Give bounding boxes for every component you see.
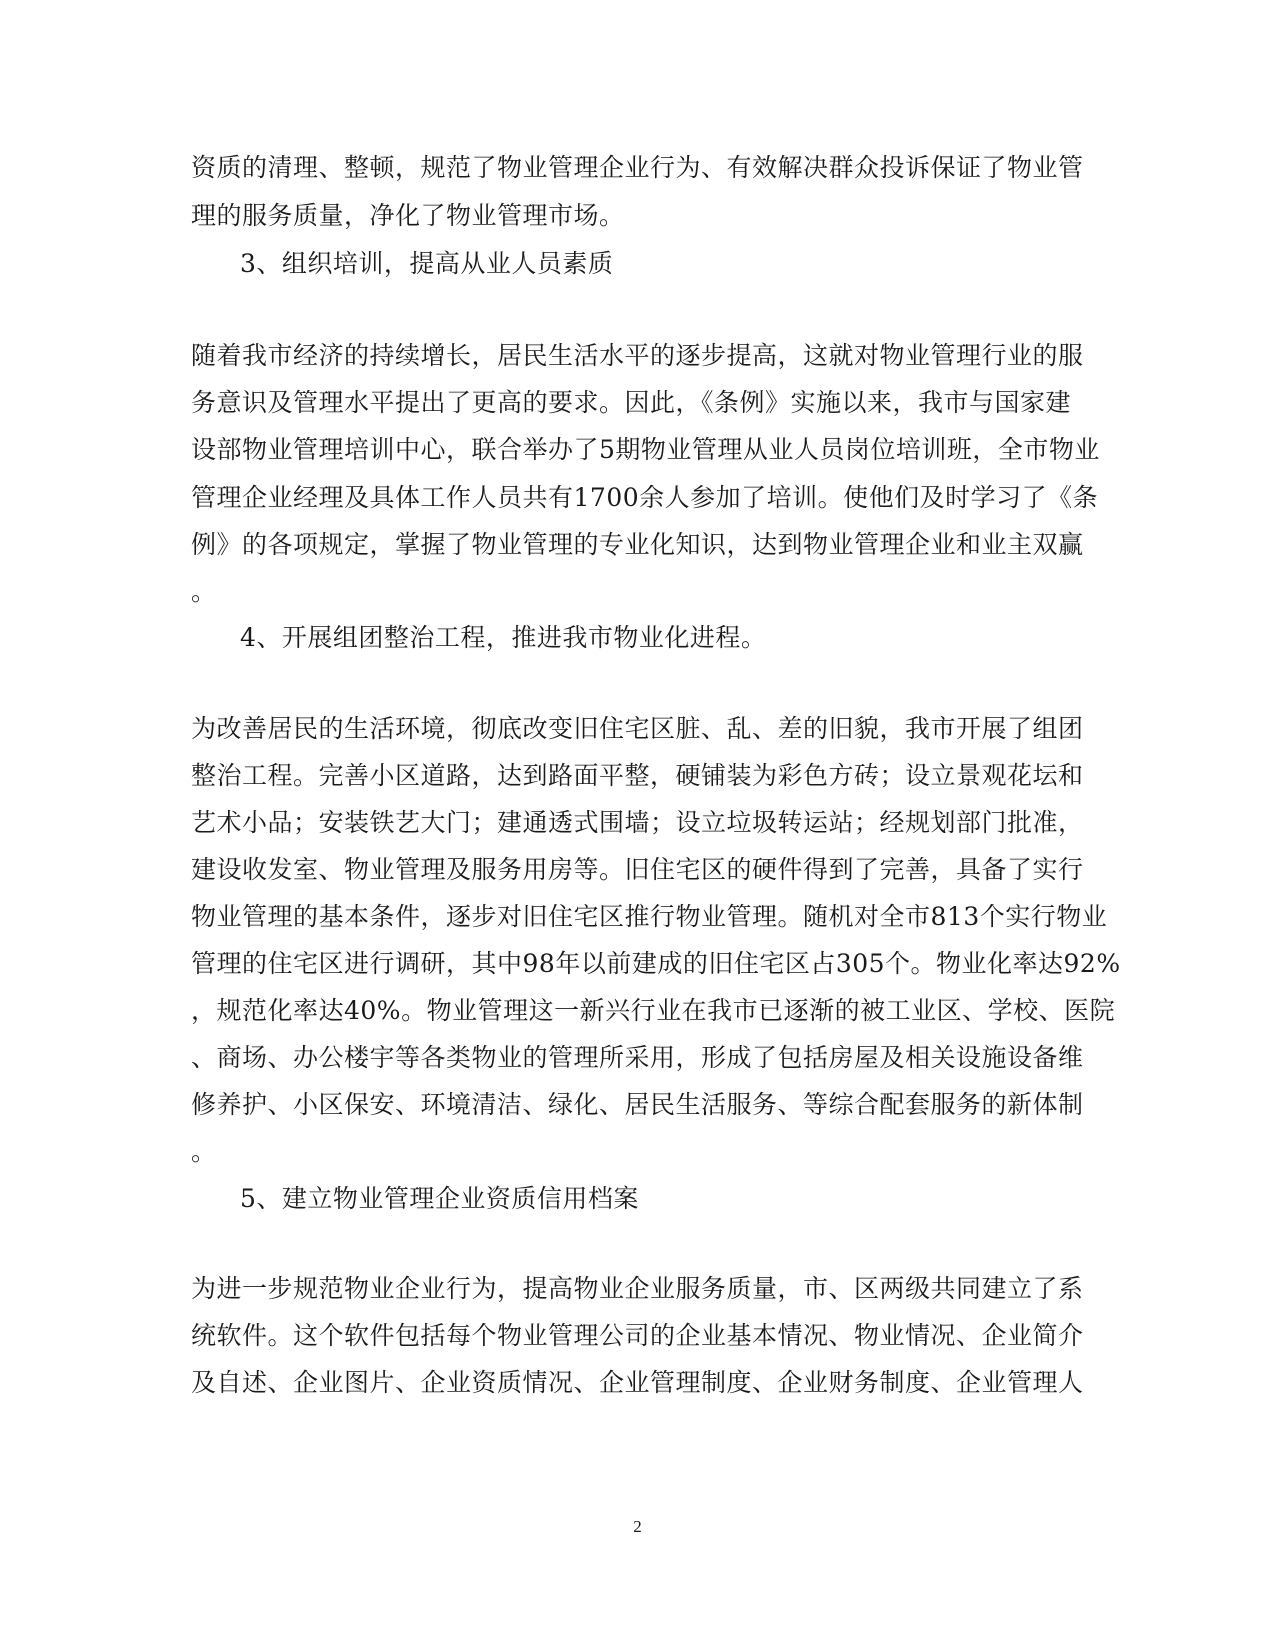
body-line: 设部物业管理培训中心，联合举办了5期物业管理从业人员岗位培训班，全市物业 xyxy=(191,435,1100,464)
body-line: 务意识及管理水平提出了更高的要求。因此，《条例》实施以来，我市与国家建 xyxy=(191,388,1072,417)
body-line: 。 xyxy=(191,577,217,606)
body-line: 理的服务质量，净化了物业管理市场。 xyxy=(191,201,625,230)
page-number: 2 xyxy=(633,1517,642,1536)
section-heading: 3、组织培训，提高从业人员素质 xyxy=(240,249,614,278)
body-line: 艺术小品；安装铁艺大门；建通透式围墙；设立垃圾转运站；经规划部门批准， xyxy=(191,808,1084,837)
section-heading: 4、开展组团整治工程，推进我市物业化进程。 xyxy=(240,623,767,652)
body-line: 统软件。这个软件包括每个物业管理公司的企业基本情况、物业情况、企业简介 xyxy=(191,1321,1084,1350)
body-line: 、商场、办公楼宇等各类物业的管理所采用，形成了包括房屋及相关设施设备维 xyxy=(191,1043,1084,1072)
body-line: 随着我市经济的持续增长，居民生活水平的逐步提高，这就对物业管理行业的服 xyxy=(191,341,1084,370)
body-line: 整治工程。完善小区道路，达到路面平整，硬铺装为彩色方砖；设立景观花坛和 xyxy=(191,761,1084,790)
body-line: 建设收发室、物业管理及服务用房等。旧住宅区的硬件得到了完善，具备了实行 xyxy=(191,855,1084,884)
body-line: 资质的清理、整顿，规范了物业管理企业行为、有效解决群众投诉保证了物业管 xyxy=(191,153,1084,182)
body-line: 管理企业经理及具体工作人员共有1700余人参加了培训。使他们及时学习了《条 xyxy=(191,483,1099,512)
body-line: 为进一步规范物业企业行为，提高物业企业服务质量，市、区两级共同建立了系 xyxy=(191,1274,1084,1303)
body-line: 例》的各项规定，掌握了物业管理的专业化知识，达到物业管理企业和业主双赢 xyxy=(191,530,1084,559)
body-line: 物业管理的基本条件，逐步对旧住宅区推行物业管理。随机对全市813个实行物业 xyxy=(191,902,1108,931)
body-line: 管理的住宅区进行调研，其中98年以前建成的旧住宅区占305个。物业化率达92% xyxy=(191,949,1121,978)
body-line: 修养护、小区保安、环境清洁、绿化、居民生活服务、等综合配套服务的新体制 xyxy=(191,1090,1084,1119)
body-line: 及自述、企业图片、企业资质情况、企业管理制度、企业财务制度、企业管理人 xyxy=(191,1368,1084,1397)
body-line: ，规范化率达40%。物业管理这一新兴行业在我市已逐渐的被工业区、学校、医院 xyxy=(191,996,1116,1025)
section-heading: 5、建立物业管理企业资质信用档案 xyxy=(240,1184,639,1213)
body-line: 。 xyxy=(191,1137,217,1166)
body-line: 为改善居民的生活环境，彻底改变旧住宅区脏、乱、差的旧貌，我市开展了组团 xyxy=(191,714,1084,743)
